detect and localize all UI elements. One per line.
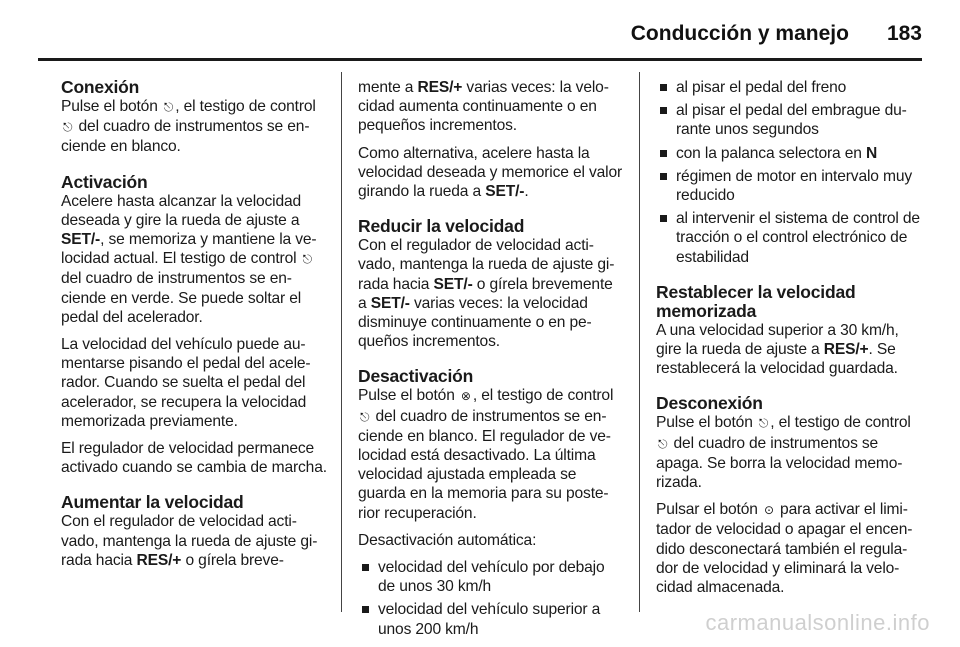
- heading-desconexion: Desconexión: [656, 393, 763, 414]
- cruise-control-icon: ⎋: [63, 120, 73, 135]
- column-3: [656, 78, 922, 605]
- heading-reducir-velocidad: Reducir la velocidad: [358, 216, 525, 237]
- column-divider: [341, 72, 342, 612]
- list-item: al pisar el pedal del freno: [656, 78, 922, 97]
- paragraph: La velocidad del vehículo puede aumentarse pisando el pedal del acelerador. Cuando se suelta el pedal del acelerador, se recupera la velocidad memorizada previamente.: [61, 336, 311, 430]
- list-item: velocidad del vehículo por debajo de unos 30 km/h: [358, 558, 624, 596]
- paragraph: Con el regulador de velocidad activado, mantenga la rueda de ajuste girada hacia SET/- o gírela brevemente a SET/- varias veces: la velocidad disminuye continuamente o en pequeños incrementos.: [358, 237, 615, 351]
- cruise-control-icon: ⎋: [302, 252, 312, 267]
- heading-desactivacion: Desactivación: [358, 366, 474, 387]
- heading-aumentar-velocidad: Aumentar la velocidad: [61, 492, 244, 513]
- paragraph: A una velocidad superior a 30 km/h, gire la rueda de ajuste a RES/+. Se restablecerá la velocidad guardada.: [656, 321, 899, 378]
- paragraph: Pulse el botón ⊗ , el testigo de control ⎋ del cuadro de instrumentos se enciende en blanco. El regulador de velocidad está desactivado. La última velocidad ajustada empleada se guarda en la memoria para su posterior recuperación.: [358, 387, 614, 522]
- column-divider: [639, 72, 640, 612]
- bullet-list: [656, 78, 922, 267]
- column-1: [61, 78, 327, 578]
- list-item: velocidad del vehículo superior a unos 200 km/h: [358, 600, 624, 638]
- cruise-control-icon: ⎋: [360, 409, 370, 424]
- list-item: al pisar el pedal del embrague durante unos segundos: [656, 101, 922, 139]
- cruise-control-icon: ⎋: [658, 436, 668, 451]
- cruise-cancel-icon: ⊗: [460, 389, 471, 404]
- paragraph: El regulador de velocidad permanece activado cuando se cambia de marcha.: [61, 440, 327, 477]
- cruise-control-icon: ⎋: [758, 416, 769, 431]
- paragraph: Acelere hasta alcanzar la velocidad deseada y gire la rueda de ajuste a SET/-, se memoriza y mantiene la velocidad actual. El testigo de control ⎋ del cuadro de instrumentos se enciende en verde. Se puede soltar el pedal del acelerador.: [61, 192, 317, 326]
- page-title: Conducción y manejo: [630, 22, 849, 45]
- bullet-list: [358, 558, 624, 639]
- heading-conexion: Conexión: [61, 77, 140, 97]
- page-number: 183: [886, 22, 922, 45]
- list-item: régimen de motor en intervalo muy reducido: [656, 167, 922, 205]
- paragraph: Con el regulador de velocidad activado, mantenga la rueda de ajuste girada hacia RES/+ o gírela breve-: [61, 513, 318, 569]
- paragraph: Pulsar el botón ⊙ para activar el limitador de velocidad o apagar el encendido desconectará también el regulador de velocidad y eliminará la velocidad almacenada.: [656, 501, 913, 597]
- list-item: con la palanca selectora en N: [656, 144, 922, 163]
- cruise-control-icon: ⎋: [163, 100, 174, 114]
- paragraph: Pulse el botón ⎋ , el testigo de control ⎋ del cuadro de instrumentos se apaga. Se borra la velocidad memorizada.: [656, 414, 911, 492]
- paragraph: Pulse el botón ⎋ , el testigo de control ⎋ del cuadro de instrumentos se enciende en blanco.: [61, 98, 316, 156]
- column-2: [358, 78, 624, 647]
- speed-limiter-icon: ⊙: [763, 503, 774, 518]
- heading-restablecer-velocidad: Restablecer la velocidad memorizada: [656, 281, 856, 321]
- list-item: al intervenir el sistema de control de tracción o el control electrónico de estabilidad: [656, 209, 922, 267]
- heading-activacion: Activación: [61, 171, 148, 192]
- paragraph: Como alternativa, acelere hasta la velocidad deseada y memorice el valor girando la rueda a SET/-.: [358, 144, 623, 201]
- paragraph: Desactivación automática:: [358, 531, 537, 549]
- watermark: carmanualsonline.info: [705, 610, 930, 635]
- paragraph: mente a RES/+ varias veces: la velocidad aumenta continuamente o en pequeños incrementos.: [358, 79, 609, 135]
- header-rule: [38, 58, 922, 61]
- page-header: [631, 14, 922, 54]
